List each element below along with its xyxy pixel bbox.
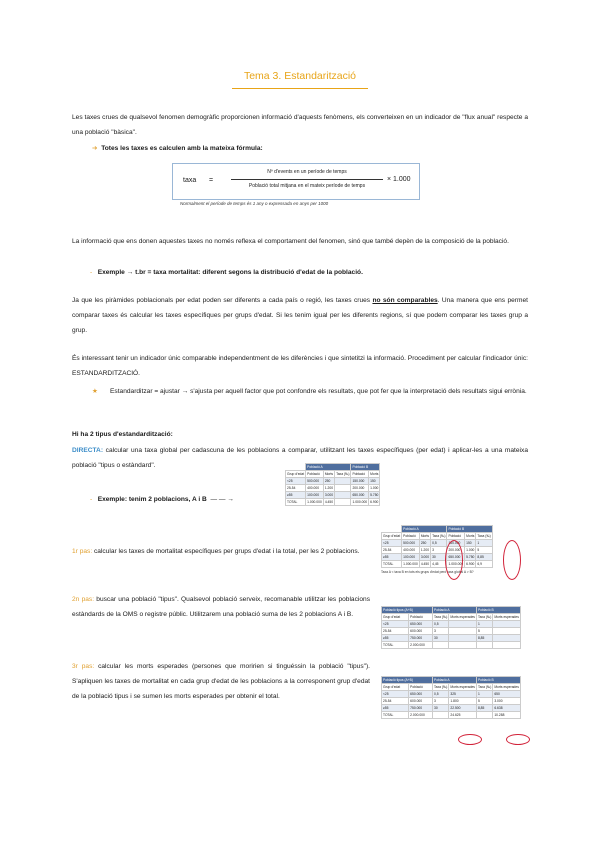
table-cell: 0,5 bbox=[433, 691, 449, 698]
table-cell: 150 bbox=[465, 540, 476, 547]
section2-bullet-text: Exemple → t.br = taxa mortalitat: diferent segons la distribució d'edat de la població. bbox=[97, 269, 363, 276]
table3-header: Població bbox=[409, 614, 433, 621]
table3-group-0: Població tipus (A+B) bbox=[382, 607, 433, 614]
highlight-circle bbox=[503, 540, 521, 580]
star-icon: ★ bbox=[92, 388, 98, 395]
table-cell: 5 bbox=[476, 698, 492, 705]
table-cell: 4.450 bbox=[420, 562, 430, 566]
table-row bbox=[382, 642, 521, 649]
table-cell bbox=[493, 635, 521, 642]
intro-paragraph: Les taxes crues de qualsevol fenomen demogràfic proporcionen informació d'aquests fenòmens, els converteixen en un indicador de "flux anual" respecte a una població "bàsica". bbox=[72, 114, 528, 136]
table-cell: 500.000 bbox=[402, 540, 420, 547]
table2-header: Taxa (‰) bbox=[432, 534, 446, 538]
section3-underline: no són comparables bbox=[372, 297, 438, 304]
section4-paragraph: És interessant tenir un indicador únic comparable independentment de les diferències i que sintetitzi la informació. Procediment per calcular l'indicador únic: ESTANDARDITZACIÓ. bbox=[72, 355, 528, 377]
highlight-circle bbox=[445, 540, 463, 580]
table-cell: 25-54 bbox=[286, 485, 306, 492]
table-cell: <25 bbox=[382, 691, 409, 698]
step1-paragraph bbox=[72, 544, 370, 559]
example-text: Exemple: tenim 2 poblacions, A i B bbox=[97, 496, 207, 503]
table-cell: 200.000 bbox=[351, 485, 369, 492]
table-cell: 10.288 bbox=[493, 712, 521, 719]
table2-header: Grup d'edat bbox=[383, 534, 401, 538]
highlight-circle bbox=[506, 734, 530, 745]
table-cell: 150.000 bbox=[351, 478, 369, 485]
table-cell: 1 bbox=[476, 691, 492, 698]
table-cell: 3.000 bbox=[420, 555, 430, 559]
table4-header: Morts esperades bbox=[494, 685, 519, 689]
table-cell: 3 bbox=[433, 628, 449, 635]
table-cell: 400.000 bbox=[402, 547, 420, 554]
table4-header: Taxa (‰) bbox=[434, 685, 448, 689]
page-title: Tema 3. Estandarització bbox=[243, 70, 357, 82]
intro-bullet-text: Totes les taxes es calculen amb la mateixa fórmula: bbox=[101, 145, 263, 152]
table-cell: 650 bbox=[493, 691, 521, 698]
table-cell: 1.000.000 bbox=[448, 562, 464, 566]
table-cell bbox=[493, 642, 521, 649]
table1-header: Població bbox=[351, 471, 369, 478]
formula-lhs: taxa bbox=[183, 177, 197, 184]
table-cell: 2.000.000 bbox=[409, 712, 433, 719]
table-cell bbox=[433, 642, 449, 649]
table-cell: 600.000 bbox=[409, 698, 433, 705]
table1-group-a: Població A bbox=[306, 464, 351, 471]
table-cell: ≥55 bbox=[382, 635, 409, 642]
table-cell: 22.500 bbox=[449, 705, 477, 712]
table-cell: 500.000 bbox=[306, 478, 324, 485]
table-cell bbox=[476, 642, 492, 649]
table2-header: Població bbox=[402, 533, 420, 540]
formula-eq: = bbox=[209, 177, 214, 184]
directa-label: DIRECTA: bbox=[72, 447, 104, 454]
section5-text: calcular una taxa global per cadascuna de les poblacions a comparar, utilitzant les taxes específiques (per edat) i aplicar-les a una mateixa població "tipus o estàndard". bbox=[72, 447, 528, 469]
table1-header: Taxa (‰) bbox=[336, 472, 350, 476]
section2-bullet bbox=[90, 265, 520, 280]
table-cell: 3.000 bbox=[493, 698, 521, 705]
table-cell: 6.900 bbox=[466, 562, 475, 566]
section2-paragraph: La informació que ens donen aquestes taxes no només reflexa el comportament del fenomen, sinó que també depèn de la composició de la població. bbox=[72, 238, 509, 245]
table2-note: Taxa A < taxa B en tots els grups d'edat però taxa global A > B? bbox=[381, 570, 474, 574]
table-cell: 1.000 bbox=[466, 548, 475, 552]
table-cell: 5.750 bbox=[370, 493, 379, 497]
table-cell bbox=[335, 492, 351, 499]
table2-header: Població bbox=[447, 533, 465, 540]
table-3 bbox=[381, 606, 521, 649]
table-cell: 4.450 bbox=[324, 500, 334, 504]
table-cell: 100.000 bbox=[402, 554, 420, 561]
section3-post: . Una manera que ens permet comparar taxes és calcular les taxes específiques per grups d'edat. Si les tenim igual per les diferents regions, sí que podem comparar les taxes grup a grup. bbox=[72, 297, 528, 334]
table-row bbox=[382, 635, 521, 642]
table-cell: 1.800 bbox=[449, 698, 477, 705]
highlight-circle bbox=[458, 734, 482, 745]
table-cell bbox=[433, 712, 449, 719]
table-cell bbox=[335, 478, 351, 485]
table-cell: 1 bbox=[476, 621, 492, 628]
table-cell: 100.000 bbox=[306, 492, 324, 499]
table-row bbox=[382, 561, 493, 568]
table2-header: Taxa (‰) bbox=[477, 534, 491, 538]
table-cell: <25 bbox=[286, 478, 306, 485]
table-cell bbox=[335, 499, 351, 506]
arrow-icon: ➔ bbox=[92, 145, 98, 152]
intro-bullet bbox=[92, 141, 522, 156]
table-cell: 250 bbox=[419, 540, 430, 547]
formula-caption: Normalment el període de temps és 1 any o expressada en anys per 1000 bbox=[180, 201, 329, 206]
table1-header: Grup d'edat bbox=[287, 472, 305, 476]
step3-paragraph bbox=[72, 659, 370, 704]
table-cell: 5 bbox=[476, 547, 492, 554]
table-cell: 150.000 bbox=[447, 540, 465, 547]
table-4 bbox=[381, 676, 521, 719]
table-cell: 200.000 bbox=[447, 547, 465, 554]
table-cell: 1 bbox=[476, 540, 492, 547]
step1-text: calcular les taxes de mortalitat específiques per grups d'edat i la total, per les 2 poblacions. bbox=[92, 548, 360, 555]
table-cell: 750.000 bbox=[409, 635, 433, 642]
table-row bbox=[382, 691, 521, 698]
section4-bullet-text: Estandarditzar = ajustar → s'ajusta per aquell factor que pot confondre els resultats, que pot fer que la interpretació dels resultats sigui errònia. bbox=[110, 388, 527, 395]
fraction-line bbox=[231, 179, 383, 180]
step2-label: 2n pas: bbox=[72, 596, 95, 603]
table-row bbox=[382, 621, 521, 628]
section3-pre: Ja que les piràmides poblacionals per edat poden ser diferents a cada país o regió, les taxes crues bbox=[72, 297, 373, 304]
table-cell: 0,5 bbox=[433, 621, 449, 628]
table3-group-a: Població A bbox=[433, 607, 477, 614]
table-cell: ≥55 bbox=[382, 705, 409, 712]
table-cell: 2.000.000 bbox=[409, 642, 433, 649]
table-cell: 150 bbox=[369, 478, 380, 485]
table-cell: 0,5 bbox=[431, 540, 447, 547]
table-cell: TOTAL bbox=[286, 499, 306, 506]
table1-group-b: Població B bbox=[351, 464, 380, 471]
title-underline bbox=[232, 88, 368, 89]
table-cell: 25-54 bbox=[382, 628, 409, 635]
table-cell: 6,9 bbox=[476, 561, 492, 568]
formula-denominator: Població total mitjana en el mateix període de temps bbox=[248, 183, 366, 189]
table-row bbox=[382, 554, 493, 561]
table-cell bbox=[449, 635, 477, 642]
table1-header: Població bbox=[306, 471, 324, 478]
example-arrow: — — → bbox=[210, 496, 234, 503]
table-cell: 8,85 bbox=[476, 554, 492, 561]
table1-header: Morts bbox=[324, 472, 334, 476]
formula-box bbox=[172, 163, 420, 200]
table-cell: ≥55 bbox=[286, 492, 306, 499]
table-cell: 30 bbox=[431, 554, 447, 561]
table-cell: 600.000 bbox=[409, 628, 433, 635]
table3-header: Grup d'edat bbox=[382, 614, 409, 621]
table-cell: 325 bbox=[449, 691, 477, 698]
table-row bbox=[382, 547, 493, 554]
dash-icon: - bbox=[90, 496, 93, 503]
table-row bbox=[286, 492, 380, 499]
table3-header: Morts esperades bbox=[494, 615, 519, 619]
table-cell bbox=[449, 621, 477, 628]
step3-label: 3r pas: bbox=[72, 663, 95, 670]
step3-text: calcular les morts esperades (persones que moririen si tinguéssin la població "tipus"). S'apliquen les taxes de mortalitat en cada grup d'edat de les poblacions a la corresponent grup d'edat de la població tipus i se sumen les morts esperades per obtenir el total. bbox=[72, 663, 370, 700]
table-cell bbox=[476, 712, 492, 719]
table-cell: TOTAL bbox=[382, 712, 409, 719]
table-row bbox=[286, 478, 380, 485]
table-cell: 30 bbox=[433, 705, 449, 712]
table4-header: Població bbox=[409, 684, 433, 691]
table-cell: 25-54 bbox=[382, 698, 409, 705]
table-row bbox=[382, 540, 493, 547]
step2-paragraph bbox=[72, 592, 370, 622]
table-cell bbox=[335, 485, 351, 492]
table3-header: Morts esperades bbox=[450, 615, 475, 619]
table4-header: Grup d'edat bbox=[382, 684, 409, 691]
formula-multiplier: × 1.000 bbox=[387, 176, 411, 183]
table-row bbox=[382, 712, 521, 719]
table2-header: Morts bbox=[420, 534, 430, 538]
table-cell: 1.000.000 bbox=[403, 562, 418, 566]
table-cell: 24.625 bbox=[449, 712, 477, 719]
table3-header: Taxa (‰) bbox=[477, 615, 492, 619]
table-row bbox=[286, 485, 380, 492]
section3-paragraph bbox=[72, 293, 528, 338]
table-cell: 650.000 bbox=[409, 691, 433, 698]
table-1 bbox=[285, 463, 380, 506]
table-cell: 1.000.000 bbox=[307, 500, 322, 504]
table-cell: 1.000 bbox=[370, 486, 379, 490]
table-cell: 5.750 bbox=[466, 555, 475, 559]
table4-header: Morts esperades bbox=[450, 685, 475, 689]
section4-bullet bbox=[92, 384, 528, 399]
table-cell: 4,45 bbox=[431, 561, 447, 568]
table-cell: 5 bbox=[476, 628, 492, 635]
example-line bbox=[90, 492, 290, 507]
table-cell: 650.000 bbox=[351, 492, 369, 499]
table4-group-a: Població A bbox=[433, 677, 477, 684]
table-cell: 25-54 bbox=[382, 547, 402, 554]
table-cell bbox=[449, 628, 477, 635]
table-cell: TOTAL bbox=[382, 642, 409, 649]
table-cell: 650.000 bbox=[447, 554, 465, 561]
table-cell: 1.200 bbox=[420, 548, 430, 552]
table-cell: 8,85 bbox=[476, 635, 492, 642]
table-cell: 250 bbox=[323, 478, 334, 485]
dash-icon: - bbox=[90, 269, 93, 276]
table1-header: Morts bbox=[370, 472, 379, 476]
table-cell: 750.000 bbox=[409, 705, 433, 712]
table-cell: 400.000 bbox=[306, 485, 324, 492]
table-cell: 6.638 bbox=[493, 705, 521, 712]
section5-heading: Hi ha 2 tipus d'estandardització: bbox=[72, 431, 173, 438]
table-cell: 650.000 bbox=[409, 621, 433, 628]
table-cell: 30 bbox=[433, 635, 449, 642]
table-row bbox=[382, 698, 521, 705]
table-cell bbox=[493, 628, 521, 635]
table-row bbox=[286, 499, 380, 506]
table-cell: 3.000 bbox=[324, 493, 334, 497]
table-row bbox=[382, 705, 521, 712]
table-cell bbox=[493, 621, 521, 628]
formula-numerator: Nº d'events en un període de temps bbox=[267, 169, 347, 175]
table-cell: 1.200 bbox=[324, 486, 334, 490]
table-cell: 3 bbox=[431, 547, 447, 554]
table-row bbox=[382, 628, 521, 635]
table-cell: ≥55 bbox=[382, 554, 402, 561]
table-cell: 8,85 bbox=[476, 705, 492, 712]
table-cell: TOTAL bbox=[382, 561, 402, 568]
step1-label: 1r pas: bbox=[72, 548, 93, 555]
table-cell: 3 bbox=[433, 698, 449, 705]
table4-group-0: Població tipus (A+B) bbox=[382, 677, 433, 684]
table-cell: <25 bbox=[382, 621, 409, 628]
table-cell: <25 bbox=[382, 540, 402, 547]
table-cell: 6.900 bbox=[370, 500, 379, 504]
table2-header: Morts bbox=[466, 534, 475, 538]
table-cell: 1.000.000 bbox=[352, 500, 368, 504]
step2-text: buscar una població "tipus". Qualsevol població serveix, recomanable utilitzar les poblacions estàndards de la OMS o registre públic. Utilitzarem una població suma de les 2 poblacions A i B. bbox=[72, 596, 370, 618]
table4-header: Taxa (‰) bbox=[477, 685, 492, 689]
table-cell bbox=[449, 642, 477, 649]
table2-group-a: Població A bbox=[402, 526, 447, 533]
table3-group-b: Població B bbox=[476, 607, 520, 614]
table4-group-b: Població B bbox=[476, 677, 520, 684]
table3-header: Taxa (‰) bbox=[434, 615, 448, 619]
table2-group-b: Població B bbox=[447, 526, 492, 533]
